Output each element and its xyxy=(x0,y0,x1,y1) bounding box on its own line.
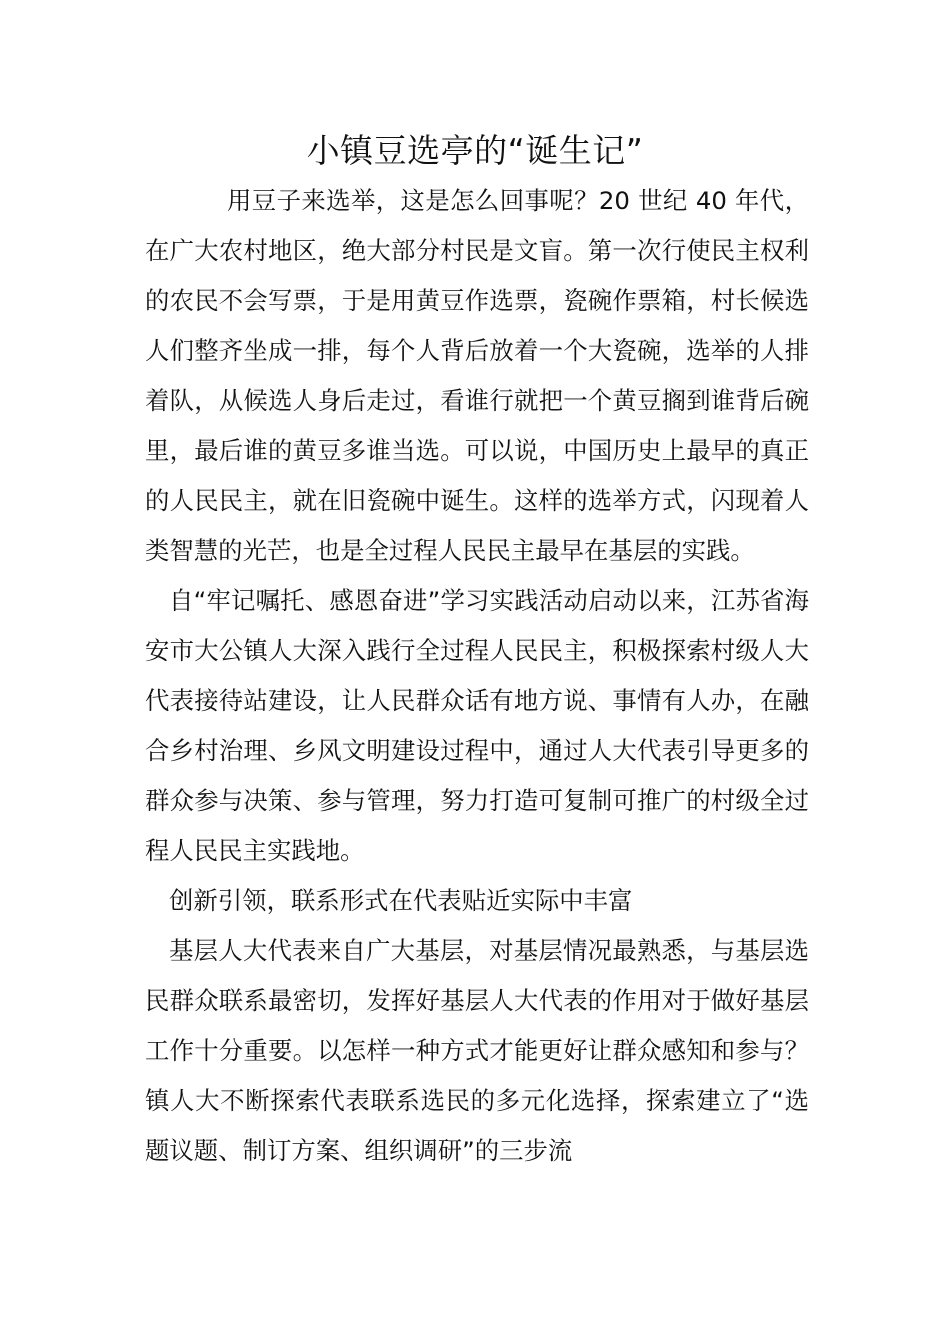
paragraph-grassroots-deputies: 基层人大代表来自广大基层，对基层情况最熟悉，与基层选民群众联系最密切，发挥好基层人大代表的作用对于做好基层工作十分重要。以怎样一种方式才能更好让群众感知和参与？镇人大不断探索代表联系选民的多元化选择，探索建立了“选题议题、制订方案、组织调研”的三步流 xyxy=(145,936,809,1165)
paragraph-bean-voting: 用豆子来选举，这是怎么回事呢？20 世纪 40 年代，在广大农村地区，绝大部分村民是文盲。第一次行使民主权利的农民不会写票，于是用黄豆作选票，瓷碗作票箱，村长候选人们整齐坐成一排，每个人背后放着一个大瓷碗，选举的人排着队，从候选人身后走过，看谁行就把一个黄豆搁到谁背后碗里，最后谁的黄豆多谁当选。可以说，中国历史上最早的真正的人民民主，就在旧瓷碗中诞生。这样的选举方式，闪现着人类智慧的光芒，也是全过程人民民主最早在基层的实践。 xyxy=(145,186,809,565)
section-heading: 创新引领，联系形式在代表贴近实际中丰富 xyxy=(169,886,633,915)
paragraph-dagong-town: 自“牢记嘱托、感恩奋进”学习实践活动启动以来，江苏省海安市大公镇人大深入践行全过程人民民主，积极探索村级人大代表接待站建设，让人民群众话有地方说、事情有人办，在融合乡村治理、乡风文明建设过程中，通过人大代表引导更多的群众参与决策、参与管理，努力打造可复制可推广的村级全过程人民民主实践地。 xyxy=(145,586,809,865)
document-title: 小镇豆选亭的“诞生记” xyxy=(306,131,644,170)
document-body xyxy=(145,176,809,1176)
